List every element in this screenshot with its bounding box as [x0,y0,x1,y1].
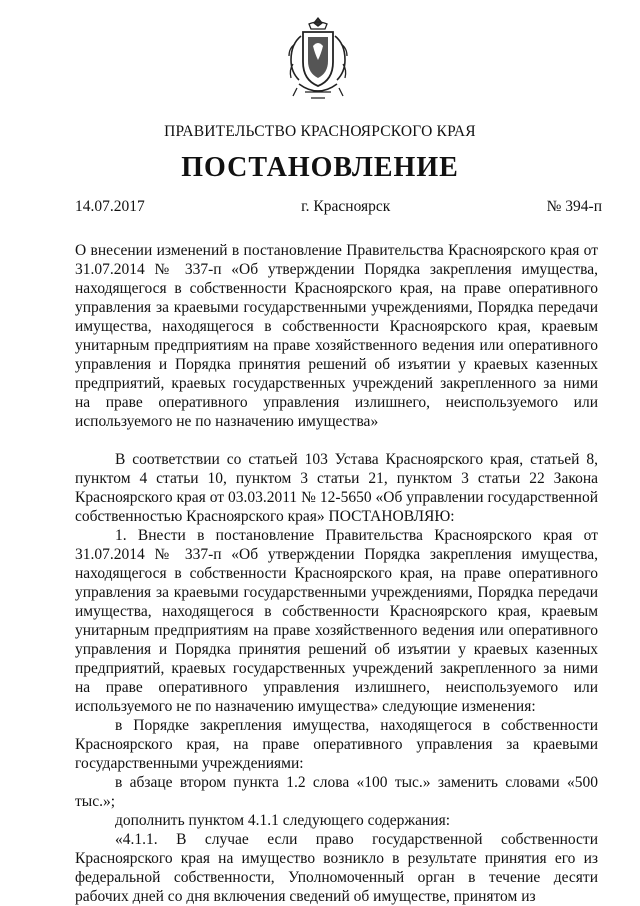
document-date: 14.07.2017 [75,198,145,215]
coat-of-arms-emblem [283,14,353,104]
government-name: ПРАВИТЕЛЬСТВО КРАСНОЯРСКОГО КРАЯ [164,123,476,140]
paragraph-item-1: 1. Внести в постановление Правительства Красноярского края от 31.07.2014 № 337-п «Об утверждении Порядка закрепления имущества, находящегося в собственности Красноярского края, на праве оперативного управления за краевыми государственными учреждениями, Порядка передачи имущества, находящегося в собственности Красноярского края, краевым унитарным предприятиям на праве хозяйственного ведения или оперативного управления и Порядка принятия решений об изъятии у краевых казенных предприятий, краевых государственных учреждений закрепленного за ними на праве оперативного управления излишнего, неиспользуемого или используемого не по назначению имущества» следующие изменения: [75,527,598,715]
paragraph-4-1-1-text: «4.1.1. В случае если право государственной собственности Красноярского края на имущество возникло в результате принятия его из федеральной собственности, Уполномоченный орган в течение десяти рабочих дней со дня включения сведений об имуществе, принятом из [75,831,598,905]
document-meta-row [75,198,602,216]
paragraph-procedure: в Порядке закрепления имущества, находящегося в собственности Красноярского края, на праве оперативного управления за краевыми государственными учреждениями: [75,717,598,772]
paragraph-preamble: В соответствии со статьей 103 Устава Красноярского края, статьей 8, пунктом 4 статьи 10, пунктом 3 статьи 21, пунктом 3 статьи 22 Закона Красноярского края от 03.03.2011 № 12-5650 «Об управлении государственной собственностью Красноярского края» ПОСТАНОВЛЯЮ: [75,451,598,525]
paragraph-add-4-1-1: дополнить пунктом 4.1.1 следующего содержания: [115,812,450,829]
document-subject: О внесении изменений в постановление Правительства Красноярского края от 31.07.2014 № 337-п «Об утверждении Порядка закрепления имущества, находящегося в собственности Красноярского края, на праве оперативного управления за краевыми государственными учреждениями, Порядка передачи имущества, находящегося в собственности Красноярского края, краевым унитарным предприятиям на праве хозяйственного ведения или оперативного управления и Порядка принятия решений об изъятии у краевых казенных предприятий, краевых государственных учреждений закрепленного за ними на праве оперативного управления излишнего, неиспользуемого или используемого не по назначению имущества» [75,242,598,430]
document-type-title: ПОСТАНОВЛЕНИЕ [181,152,459,183]
paragraph-amend-1-2: в абзаце втором пункта 1.2 слова «100 тыс.» заменить словами «500 тыс.»; [75,774,598,810]
document-body [75,241,598,906]
document-city: г. Красноярск [301,198,391,215]
document-number: № 394-п [546,198,602,215]
